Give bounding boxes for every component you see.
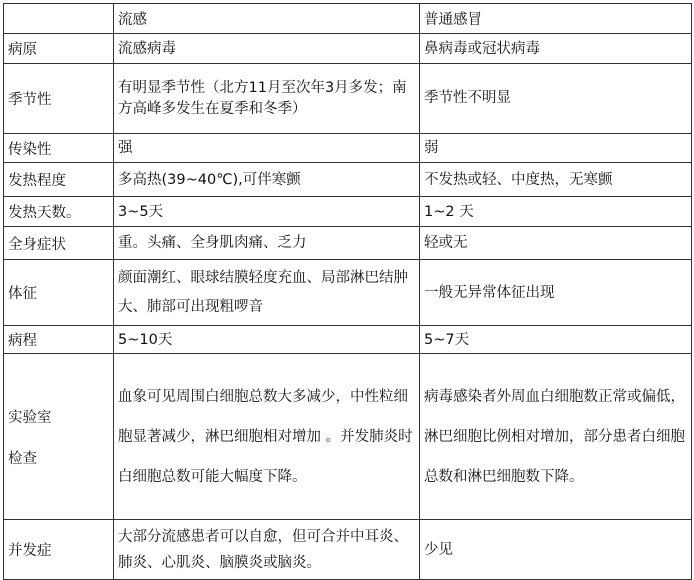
table-row <box>4 260 692 326</box>
flu-cell: 颜面潮红、眼球结膜轻度充血、局部淋巴结肿大、肺部可出现粗啰音 <box>114 260 420 326</box>
flu-cell: 血象可见周围白细胞总数大多减少，中性粒细胞显著减少，淋巴细胞相对增加 。并发肺炎时白细胞总数可能大幅度下降。 <box>114 354 420 520</box>
table-row <box>4 34 692 64</box>
table-row <box>4 354 692 520</box>
table-header-row <box>4 4 692 34</box>
table-row <box>4 520 692 580</box>
row-label-line2: 检查 <box>8 450 37 467</box>
flu-cell: 有明显季节性（北方11月至次年3月多发；南方高峰多发生在夏季和冬季） <box>114 64 420 134</box>
header-common-cold: 普通感冒 <box>420 4 692 34</box>
cold-cell: 鼻病毒或冠状病毒 <box>420 34 692 64</box>
cold-cell: 病毒感染者外周血白细胞数正常或偏低，淋巴细胞比例相对增加，部分患者白细胞总数和淋巴细胞数下降。 <box>420 354 692 520</box>
table-row <box>4 227 692 260</box>
cold-cell: 轻或无 <box>420 227 692 260</box>
cold-cell: 1~2 天 <box>420 197 692 227</box>
row-label: 季节性 <box>4 64 114 134</box>
header-flu: 流感 <box>114 4 420 34</box>
table-row <box>4 197 692 227</box>
row-label: 全身症状 <box>4 227 114 260</box>
cold-cell: 弱 <box>420 134 692 163</box>
flu-cell: 5~10天 <box>114 326 420 354</box>
row-label: 病程 <box>4 326 114 354</box>
row-label: 病原 <box>4 34 114 64</box>
row-label: 发热天数。 <box>4 197 114 227</box>
flu-cell: 多高热(39~40℃),可伴寒颤 <box>114 163 420 197</box>
row-label: 传染性 <box>4 134 114 163</box>
flu-cell: 重。头痛、全身肌肉痛、乏力 <box>114 227 420 260</box>
flu-cell: 大部分流感患者可以自愈，但可合并中耳炎、肺炎、心肌炎、脑膜炎或脑炎。 <box>114 520 420 580</box>
cold-cell: 不发热或轻、中度热，无寒颤 <box>420 163 692 197</box>
row-label: 体征 <box>4 260 114 326</box>
row-label: 发热程度 <box>4 163 114 197</box>
cold-cell: 5~7天 <box>420 326 692 354</box>
flu-vs-cold-table <box>3 3 692 580</box>
cold-cell: 季节性不明显 <box>420 64 692 134</box>
flu-cell: 强 <box>114 134 420 163</box>
header-blank-cell <box>4 4 114 34</box>
flu-cell: 3~5天 <box>114 197 420 227</box>
row-label <box>4 354 114 520</box>
table-row <box>4 163 692 197</box>
table-row <box>4 64 692 134</box>
row-label-line1: 实验室 <box>8 409 52 426</box>
table-row <box>4 326 692 354</box>
flu-cell: 流感病毒 <box>114 34 420 64</box>
cold-cell: 一般无异常体征出现 <box>420 260 692 326</box>
cold-cell: 少见 <box>420 520 692 580</box>
row-label: 并发症 <box>4 520 114 580</box>
table-row <box>4 134 692 163</box>
